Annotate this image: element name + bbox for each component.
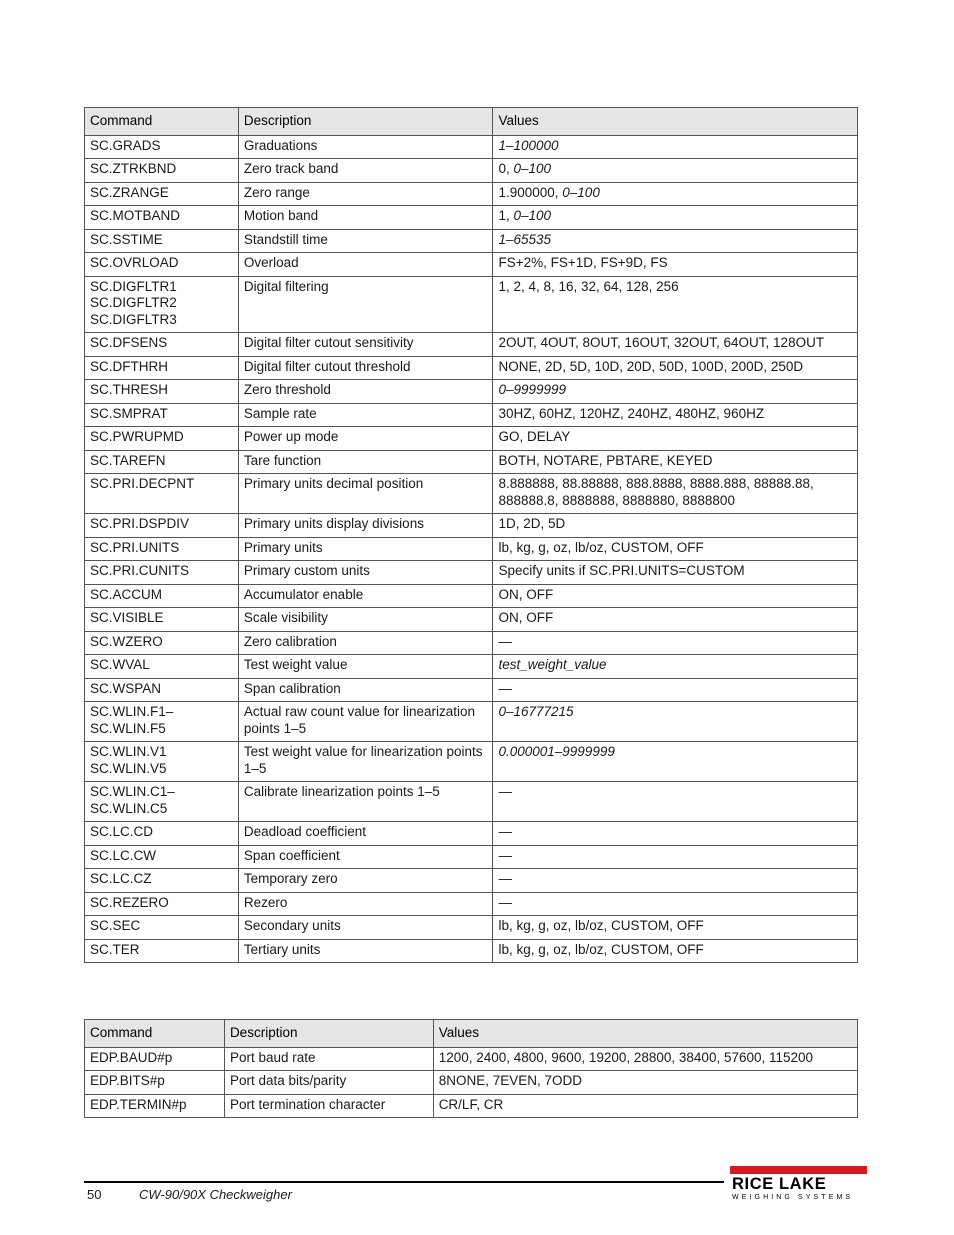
table-row <box>85 869 858 893</box>
table-row <box>85 276 858 333</box>
italic-value: 0–100 <box>562 184 600 200</box>
values-cell <box>493 702 858 742</box>
italic-value: 0–9999999 <box>498 382 567 397</box>
description-cell: Overload <box>238 253 493 277</box>
italic-value: 0–100 <box>513 208 552 223</box>
command-cell: SC.SMPRAT <box>85 403 239 427</box>
table-header-row <box>85 108 858 136</box>
values-cell: 1.900000, 0–100 <box>493 182 858 206</box>
values-cell: — <box>493 822 858 846</box>
values-cell: — <box>493 845 858 869</box>
italic-value: 0–16777215 <box>498 704 574 719</box>
values-cell: — <box>493 631 858 655</box>
values-cell: — <box>493 678 858 702</box>
table-row <box>85 608 858 632</box>
table-row <box>85 253 858 277</box>
command-cell: SC.PWRUPMD <box>85 427 239 451</box>
values-cell: 8NONE, 7EVEN, 7ODD <box>433 1071 857 1095</box>
command-cell: SC.WVAL <box>85 655 239 679</box>
table-row <box>85 845 858 869</box>
values-cell: CR/LF, CR <box>433 1094 857 1118</box>
values-cell: FS+2%, FS+1D, FS+9D, FS <box>493 253 858 277</box>
description-cell: Accumulator enable <box>238 584 493 608</box>
table-row <box>85 182 858 206</box>
table-row <box>85 939 858 963</box>
command-cell: SC.PRI.DSPDIV <box>85 514 239 538</box>
command-cell: SC.THRESH <box>85 380 239 404</box>
values-cell: NONE, 2D, 5D, 10D, 20D, 50D, 100D, 200D, 250D <box>493 356 858 380</box>
command-cell: SC.WLIN.F1– SC.WLIN.F5 <box>85 702 239 742</box>
command-cell: SC.OVRLOAD <box>85 253 239 277</box>
description-cell: Graduations <box>238 135 493 159</box>
command-cell: SC.MOTBAND <box>85 206 239 230</box>
values-cell: Specify units if SC.PRI.UNITS=CUSTOM <box>493 561 858 585</box>
table-header-row <box>85 1020 858 1048</box>
values-cell: ON, OFF <box>493 584 858 608</box>
description-cell: Power up mode <box>238 427 493 451</box>
italic-value: 0–100 <box>513 161 552 176</box>
command-cell: SC.PRI.CUNITS <box>85 561 239 585</box>
description-cell: Test weight value for linearization points 1–5 <box>238 742 493 782</box>
description-cell: Zero track band <box>238 159 493 183</box>
table-row <box>85 1071 858 1095</box>
description-cell: Digital filter cutout threshold <box>238 356 493 380</box>
values-cell <box>493 655 858 679</box>
description-cell: Tare function <box>238 450 493 474</box>
command-cell: SC.REZERO <box>85 892 239 916</box>
table-row <box>85 892 858 916</box>
table-row <box>85 655 858 679</box>
values-cell: 1D, 2D, 5D <box>493 514 858 538</box>
values-cell <box>493 380 858 404</box>
description-cell: Sample rate <box>238 403 493 427</box>
description-cell: Digital filtering <box>238 276 493 333</box>
table-row <box>85 631 858 655</box>
header-values: Values <box>493 108 858 136</box>
italic-value: test_weight_value <box>498 657 607 672</box>
command-cell: EDP.BAUD#p <box>85 1047 225 1071</box>
command-cell: SC.LC.CD <box>85 822 239 846</box>
table-row <box>85 514 858 538</box>
table-row <box>85 159 858 183</box>
command-cell: SC.PRI.UNITS <box>85 537 239 561</box>
table-row <box>85 916 858 940</box>
table-row <box>85 450 858 474</box>
table-row <box>85 474 858 514</box>
table-row <box>85 229 858 253</box>
command-cell: SC.DFSENS <box>85 333 239 357</box>
description-cell: Port termination character <box>224 1094 433 1118</box>
description-cell: Rezero <box>238 892 493 916</box>
command-cell: SC.WZERO <box>85 631 239 655</box>
description-cell: Primary custom units <box>238 561 493 585</box>
command-cell: SC.SSTIME <box>85 229 239 253</box>
values-cell: lb, kg, g, oz, lb/oz, CUSTOM, OFF <box>493 537 858 561</box>
values-cell: lb, kg, g, oz, lb/oz, CUSTOM, OFF <box>493 916 858 940</box>
values-cell <box>493 135 858 159</box>
command-cell: SC.WLIN.C1– SC.WLIN.C5 <box>85 782 239 822</box>
table-row <box>85 561 858 585</box>
values-cell: — <box>493 869 858 893</box>
italic-value: 0.000001–9999999 <box>498 744 615 759</box>
command-cell: SC.ZRANGE <box>85 182 239 206</box>
table-row <box>85 822 858 846</box>
table-row <box>85 537 858 561</box>
values-cell: 1, 0–100 <box>493 206 858 230</box>
command-cell: SC.TER <box>85 939 239 963</box>
description-cell: Digital filter cutout sensitivity <box>238 333 493 357</box>
description-cell: Primary units decimal position <box>238 474 493 514</box>
description-cell: Motion band <box>238 206 493 230</box>
description-cell: Zero threshold <box>238 380 493 404</box>
description-cell: Port baud rate <box>224 1047 433 1071</box>
description-cell: Primary units <box>238 537 493 561</box>
command-cell: SC.SEC <box>85 916 239 940</box>
table-row <box>85 403 858 427</box>
description-cell: Standstill time <box>238 229 493 253</box>
header-command: Command <box>85 108 239 136</box>
table-row <box>85 702 858 742</box>
description-cell: Scale visibility <box>238 608 493 632</box>
command-cell: SC.WLIN.V1 SC.WLIN.V5 <box>85 742 239 782</box>
description-cell: Span calibration <box>238 678 493 702</box>
command-cell: SC.WSPAN <box>85 678 239 702</box>
footer-rule <box>84 1181 724 1183</box>
sc-commands-table <box>84 107 858 963</box>
command-cell: SC.LC.CZ <box>85 869 239 893</box>
table-row <box>85 742 858 782</box>
description-cell: Deadload coefficient <box>238 822 493 846</box>
values-cell: ON, OFF <box>493 608 858 632</box>
table-row <box>85 678 858 702</box>
description-cell: Primary units display divisions <box>238 514 493 538</box>
description-cell: Test weight value <box>238 655 493 679</box>
values-cell <box>493 742 858 782</box>
table-row <box>85 206 858 230</box>
table-row <box>85 1047 858 1071</box>
values-cell: 0, 0–100 <box>493 159 858 183</box>
values-cell: BOTH, NOTARE, PBTARE, KEYED <box>493 450 858 474</box>
header-description: Description <box>238 108 493 136</box>
document-title: CW-90/90X Checkweigher <box>139 1187 292 1202</box>
logo-red-bar <box>730 1166 867 1174</box>
values-cell <box>493 229 858 253</box>
command-cell: SC.DIGFLTR1 SC.DIGFLTR2 SC.DIGFLTR3 <box>85 276 239 333</box>
values-cell: GO, DELAY <box>493 427 858 451</box>
sc-table-body <box>85 135 858 963</box>
table-row <box>85 1094 858 1118</box>
command-cell: SC.ZTRKBND <box>85 159 239 183</box>
command-cell: SC.ACCUM <box>85 584 239 608</box>
table-row <box>85 135 858 159</box>
header-command: Command <box>85 1020 225 1048</box>
table-row <box>85 356 858 380</box>
command-cell: SC.PRI.DECPNT <box>85 474 239 514</box>
italic-value: 1–65535 <box>498 231 552 247</box>
command-cell: SC.LC.CW <box>85 845 239 869</box>
values-cell: — <box>493 892 858 916</box>
values-cell: — <box>493 782 858 822</box>
values-cell: lb, kg, g, oz, lb/oz, CUSTOM, OFF <box>493 939 858 963</box>
table-row <box>85 380 858 404</box>
values-cell: 8.888888, 88.88888, 888.8888, 8888.888, 88888.88, 888888.8, 8888888, 8888880, 8888800 <box>493 474 858 514</box>
logo-tagline: WEIGHING SYSTEMS <box>732 1194 854 1201</box>
description-cell: Secondary units <box>238 916 493 940</box>
page-number: 50 <box>87 1187 102 1202</box>
command-cell: EDP.BITS#p <box>85 1071 225 1095</box>
edp-commands-table <box>84 1019 858 1118</box>
table-row <box>85 782 858 822</box>
command-cell: SC.TAREFN <box>85 450 239 474</box>
description-cell: Port data bits/parity <box>224 1071 433 1095</box>
rice-lake-logo <box>730 1166 870 1202</box>
header-description: Description <box>224 1020 433 1048</box>
command-cell: SC.GRADS <box>85 135 239 159</box>
command-cell: SC.VISIBLE <box>85 608 239 632</box>
description-cell: Tertiary units <box>238 939 493 963</box>
description-cell: Actual raw count value for linearization points 1–5 <box>238 702 493 742</box>
values-cell: 2OUT, 4OUT, 8OUT, 16OUT, 32OUT, 64OUT, 128OUT <box>493 333 858 357</box>
command-cell: EDP.TERMIN#p <box>85 1094 225 1118</box>
description-cell: Zero range <box>238 182 493 206</box>
values-cell: 1, 2, 4, 8, 16, 32, 64, 128, 256 <box>493 276 858 333</box>
description-cell: Calibrate linearization points 1–5 <box>238 782 493 822</box>
description-cell: Span coefficient <box>238 845 493 869</box>
header-values: Values <box>433 1020 857 1048</box>
values-cell: 1200, 2400, 4800, 9600, 19200, 28800, 38400, 57600, 115200 <box>433 1047 857 1071</box>
italic-value: 1–100000 <box>498 137 559 153</box>
table-row <box>85 333 858 357</box>
command-cell: SC.DFTHRH <box>85 356 239 380</box>
values-cell: 30HZ, 60HZ, 120HZ, 240HZ, 480HZ, 960HZ <box>493 403 858 427</box>
description-cell: Temporary zero <box>238 869 493 893</box>
logo-wordmark: RICE LAKE <box>732 1175 827 1193</box>
table-row <box>85 584 858 608</box>
edp-table-body <box>85 1047 858 1118</box>
table-row <box>85 427 858 451</box>
description-cell: Zero calibration <box>238 631 493 655</box>
